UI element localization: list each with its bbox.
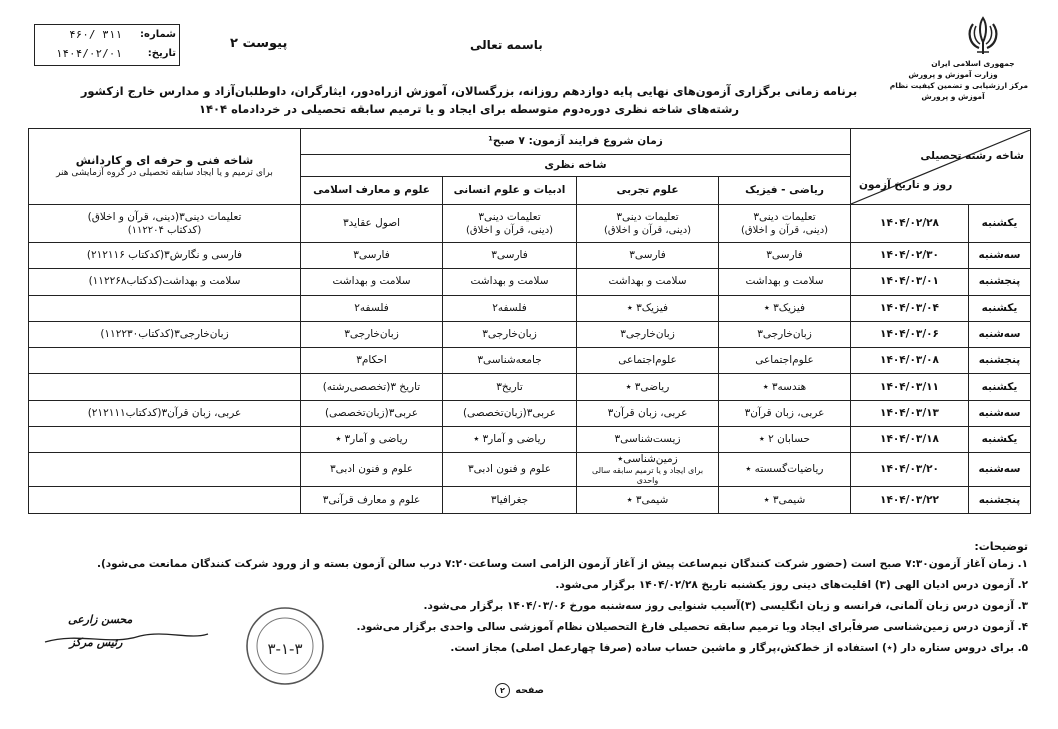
technical-cell — [29, 295, 301, 321]
date-cell: ۱۴۰۴/۰۳/۲۰ — [851, 453, 969, 487]
day-cell: پنجشنبه — [969, 348, 1031, 374]
islamic-cell: سلامت و بهداشت — [301, 269, 443, 295]
document-title: برنامه زمانی برگزاری آزمون‌های نهایی پایه دوازدهم روزانه، بزرگسالان، آموزش ازراه‌دور، ایثارگران، داوطلبان‌آزاد و مدارس خارج ازکشور — [80, 84, 858, 98]
technical-cell: سلامت و بهداشت(کدکتاب۱۱۲۲۶۸) — [29, 269, 301, 295]
day-cell: سه‌شنبه — [969, 453, 1031, 487]
note-item: ۵. برای دروس ستاره دار (٭) استفاده از خط‌کش،پرگار و ماشین حساب ساده (صرفا چهارعمل اصلی) مجاز است. — [450, 642, 1028, 654]
technical-cell: فارسی و نگارش۳(کدکتاب ۲۱۲۱۱۶) — [29, 243, 301, 269]
humanities-cell: تعلیمات دینی۳ (دینی، قرآن و اخلاق) — [443, 205, 577, 243]
org-line: وزارت آموزش و پرورش — [908, 70, 998, 79]
technical-cell: زبان‌خارجی۳(کدکتاب۱۱۲۲۳۰) — [29, 321, 301, 347]
table-row — [29, 453, 1031, 487]
experimental-cell: زبان‌خارجی۳ — [577, 321, 719, 347]
math-physics-cell: ریاضیات‌گسسته ٭ — [719, 453, 851, 487]
experimental-cell: عربی، زبان قرآن۳ — [577, 400, 719, 426]
technical-cell — [29, 453, 301, 487]
experimental-cell: علوم‌اجتماعی — [577, 348, 719, 374]
islamic-cell: فلسفه۲ — [301, 295, 443, 321]
corner-top-label: شاخه رشته تحصیلی — [920, 149, 1025, 162]
date-cell: ۱۴۰۴/۰۲/۳۰ — [851, 243, 969, 269]
math-physics-cell: فارسی۳ — [719, 243, 851, 269]
page-label: صفحه — [515, 685, 544, 696]
note-item: ۱. زمان آغاز آزمون۷:۳۰ صبح است (حضور شرکت کنندگان نیم‌ساعت پیش از آغاز آزمون الزامی است وساعت۷:۲۰ درب سالن آزمون بسته و از ورود شرکت کنندگان ممانعت می‌شود). — [97, 558, 1028, 570]
table-row — [29, 348, 1031, 374]
experimental-cell: ریاضی۳ ٭ — [577, 374, 719, 400]
date-cell: ۱۴۰۴/۰۳/۰۶ — [851, 321, 969, 347]
experimental-cell: فارسی۳ — [577, 243, 719, 269]
date-cell: ۱۴۰۴/۰۳/۱۸ — [851, 427, 969, 453]
basmala: باسمه تعالی — [470, 38, 543, 52]
islamic-cell: ریاضی و آمار۳ ٭ — [301, 427, 443, 453]
islamic-cell: فارسی۳ — [301, 243, 443, 269]
table-row — [29, 321, 1031, 347]
technical-cell — [29, 487, 301, 513]
table-row — [29, 487, 1031, 513]
theoretical-branch-header: شاخه نظری — [301, 155, 851, 177]
humanities-cell: فارسی۳ — [443, 243, 577, 269]
column-header: ریاضی - فیزیک — [719, 177, 851, 205]
islamic-cell: علوم و معارف قرآنی۳ — [301, 487, 443, 513]
math-physics-cell: شیمی۳ ٭ — [719, 487, 851, 513]
column-header: علوم تجربی — [577, 177, 719, 205]
math-physics-cell: فیزیک۳ ٭ — [719, 295, 851, 321]
attachment-label: پیوست ۲ — [230, 36, 288, 51]
humanities-cell: ریاضی و آمار۳ ٭ — [443, 427, 577, 453]
date-cell: ۱۴۰۴/۰۳/۲۲ — [851, 487, 969, 513]
official-stamp-icon — [243, 604, 327, 688]
day-cell: یکشنبه — [969, 295, 1031, 321]
experimental-cell: شیمی۳ ٭ — [577, 487, 719, 513]
date-cell: ۱۴۰۴/۰۳/۰۸ — [851, 348, 969, 374]
experimental-cell: فیزیک۳ ٭ — [577, 295, 719, 321]
day-cell: سه‌شنبه — [969, 321, 1031, 347]
date-cell: ۱۴۰۴/۰۳/۱۳ — [851, 400, 969, 426]
islamic-cell: زبان‌خارجی۳ — [301, 321, 443, 347]
date-cell: ۱۴۰۴/۰۲/۲۸ — [851, 205, 969, 243]
experimental-cell: زمین‌شناسی٭ برای ایجاد و یا ترمیم سابقه سالی واحدی — [577, 453, 719, 487]
technical-branch-header: شاخه فنی و حرفه ای و کاردانش برای ترمیم و یا ایجاد سابقه تحصیلی در گروه آزمایشی هنر — [29, 129, 301, 205]
technical-cell — [29, 348, 301, 374]
table-row — [29, 400, 1031, 426]
experimental-cell: زیست‌شناسی۳ — [577, 427, 719, 453]
technical-cell — [29, 374, 301, 400]
signature-stroke-icon — [40, 628, 210, 648]
number-label: شماره: — [140, 29, 176, 40]
table-row — [29, 374, 1031, 400]
day-cell: یکشنبه — [969, 374, 1031, 400]
page-number-value: ۲ — [495, 683, 510, 698]
note-item: ۴. آزمون درس زمین‌شناسی صرفاًبرای ایجاد ویا ترمیم سابقه تحصیلی فارغ التحصیلان نظام آموزشی سالی واحدی برگزار می‌شود. — [356, 621, 1028, 633]
day-cell: پنجشنبه — [969, 487, 1031, 513]
exam-schedule-table — [28, 128, 1031, 514]
math-physics-cell: هندسه۳ ٭ — [719, 374, 851, 400]
experimental-cell: تعلیمات دینی۳ (دینی، قرآن و اخلاق) — [577, 205, 719, 243]
signatory-position: رئیس مرکز — [69, 636, 123, 649]
math-physics-cell: عربی، زبان قرآن۳ — [719, 400, 851, 426]
date-cell: ۱۴۰۴/۰۳/۰۱ — [851, 269, 969, 295]
corner-header — [851, 129, 1031, 205]
math-physics-cell: تعلیمات دینی۳ (دینی، قرآن و اخلاق) — [719, 205, 851, 243]
humanities-cell: جامعه‌شناسی۳ — [443, 348, 577, 374]
iran-emblem-icon — [960, 12, 1006, 58]
column-header: ادبیات و علوم انسانی — [443, 177, 577, 205]
day-cell: سه‌شنبه — [969, 243, 1031, 269]
humanities-cell: علوم و فنون ادبی۳ — [443, 453, 577, 487]
day-cell: پنجشنبه — [969, 269, 1031, 295]
table-row — [29, 427, 1031, 453]
islamic-cell: تاریخ ۳(تخصصی‌رشته) — [301, 374, 443, 400]
math-physics-cell: حسابان ۲ ٭ — [719, 427, 851, 453]
start-time-header: زمان شروع فرایند آزمون: ۷ صبح¹ — [301, 129, 851, 155]
reference-box — [34, 24, 180, 66]
islamic-cell: عربی۳(زبان‌تخصصی) — [301, 400, 443, 426]
technical-cell — [29, 427, 301, 453]
experimental-cell: سلامت و بهداشت — [577, 269, 719, 295]
org-line: آموزش و پرورش — [921, 92, 985, 101]
day-cell: یکشنبه — [969, 427, 1031, 453]
notes-heading: توضیحات: — [974, 540, 1028, 553]
technical-cell: عربی، زبان قرآن۳(کدکتاب۲۱۲۱۱۱) — [29, 400, 301, 426]
date-cell: ۱۴۰۴/۰۳/۱۱ — [851, 374, 969, 400]
corner-bottom-label: روز و تاریخ آزمون — [859, 178, 953, 191]
islamic-cell: احکام۳ — [301, 348, 443, 374]
date-label: تاریخ: — [147, 48, 176, 59]
math-physics-cell: علوم‌اجتماعی — [719, 348, 851, 374]
date-cell: ۱۴۰۴/۰۳/۰۴ — [851, 295, 969, 321]
math-physics-cell: سلامت و بهداشت — [719, 269, 851, 295]
day-cell: سه‌شنبه — [969, 400, 1031, 426]
math-physics-cell: زبان‌خارجی۳ — [719, 321, 851, 347]
table-row — [29, 205, 1031, 243]
humanities-cell: فلسفه۲ — [443, 295, 577, 321]
org-line: جمهوری اسلامی ایران — [931, 59, 1015, 68]
humanities-cell: زبان‌خارجی۳ — [443, 321, 577, 347]
date-value: ۱۴۰۴/۰۲/۰۱ — [55, 47, 122, 60]
column-header: علوم و معارف اسلامی — [301, 177, 443, 205]
table-row — [29, 243, 1031, 269]
number-value: ۳۱۱ /۴۶۰ — [69, 28, 122, 41]
note-item: ۳. آزمون درس زبان آلمانی، فرانسه و زبان انگلیسی (۳)آسیب شنوایی روز سه‌شنبه مورخ ۱۴۰۴/۰۳/۰۶ برگزار می‌شود. — [423, 600, 1028, 612]
org-line: مرکز ارزشیابی و تضمین کیفیت نظام — [889, 81, 1028, 90]
humanities-cell: سلامت و بهداشت — [443, 269, 577, 295]
document-subtitle: رشته‌های شاخه نظری دوره‌دوم متوسطه برای ایجاد و یا ترمیم سابقه تحصیلی در خردادماه ۱۴۰۴ — [198, 102, 739, 116]
islamic-cell: اصول عقاید۳ — [301, 205, 443, 243]
humanities-cell: تاریخ۳ — [443, 374, 577, 400]
technical-cell: تعلیمات دینی۳(دینی، قرآن و اخلاق) (کدکتاب ۱۱۲۲۰۴) — [29, 205, 301, 243]
humanities-cell: عربی۳(زبان‌تخصصی) — [443, 400, 577, 426]
note-item: ۲. آزمون درس ادیان الهی (۳) اقلیت‌های دینی روز یکشنبه تاریخ ۱۴۰۴/۰۲/۲۸ برگزار می‌شود. — [555, 579, 1028, 591]
islamic-cell: علوم و فنون ادبی۳ — [301, 453, 443, 487]
page-number — [495, 683, 544, 698]
day-cell: یکشنبه — [969, 205, 1031, 243]
table-row — [29, 295, 1031, 321]
signatory-name: محسن زارعی — [68, 613, 133, 626]
stamp-text: ۳-۱-۳ — [267, 640, 303, 658]
table-row — [29, 269, 1031, 295]
humanities-cell: جغرافیا۳ — [443, 487, 577, 513]
